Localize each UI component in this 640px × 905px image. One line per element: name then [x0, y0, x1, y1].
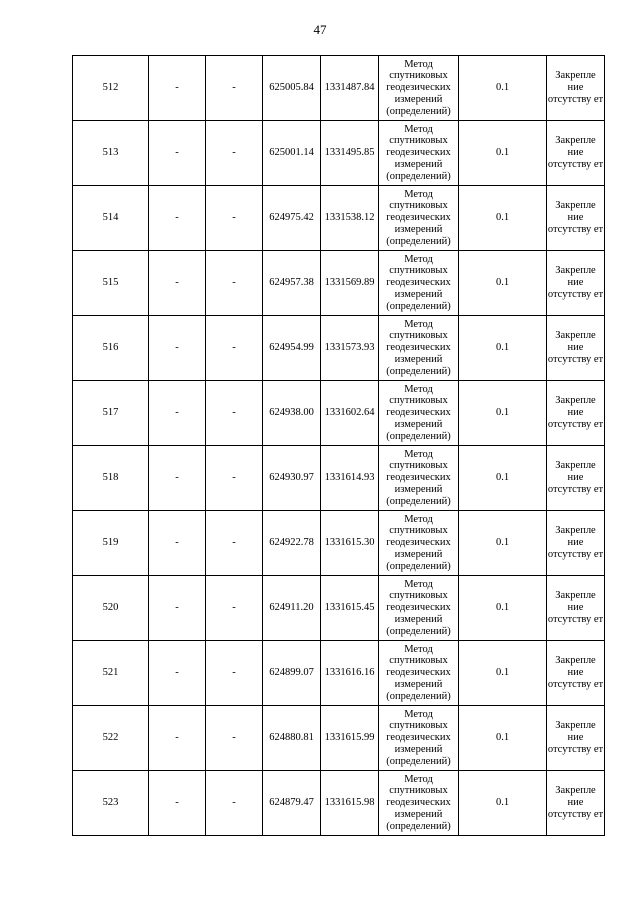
cell-dash-2: - [206, 641, 263, 706]
cell-method: Метод спутниковых геодезических измерений (определений) [379, 771, 459, 836]
cell-dash-2: - [206, 771, 263, 836]
table-row [73, 316, 605, 381]
table-row [73, 56, 605, 121]
cell-dash-2: - [206, 56, 263, 121]
cell-method: Метод спутниковых геодезических измерений (определений) [379, 381, 459, 446]
cell-coord-y: 1331615.98 [321, 771, 379, 836]
cell-dash-2: - [206, 251, 263, 316]
cell-coord-y: 1331538.12 [321, 186, 379, 251]
cell-method: Метод спутниковых геодезических измерений (определений) [379, 56, 459, 121]
cell-coord-y: 1331615.99 [321, 706, 379, 771]
cell-dash-1: - [149, 251, 206, 316]
cell-accuracy: 0.1 [459, 121, 547, 186]
cell-dash-2: - [206, 316, 263, 381]
cell-coord-y: 1331614.93 [321, 446, 379, 511]
coordinates-table [72, 55, 605, 836]
cell-point-number: 518 [73, 446, 149, 511]
cell-dash-1: - [149, 576, 206, 641]
table-row [73, 641, 605, 706]
cell-point-number: 521 [73, 641, 149, 706]
cell-method: Метод спутниковых геодезических измерений (определений) [379, 316, 459, 381]
cell-dash-1: - [149, 56, 206, 121]
cell-dash-2: - [206, 446, 263, 511]
table-row [73, 121, 605, 186]
cell-point-number: 519 [73, 511, 149, 576]
cell-accuracy: 0.1 [459, 576, 547, 641]
cell-fixing: Закрепле ние отсутству ет [547, 121, 605, 186]
table-row [73, 251, 605, 316]
cell-accuracy: 0.1 [459, 511, 547, 576]
cell-coord-y: 1331602.64 [321, 381, 379, 446]
cell-dash-1: - [149, 381, 206, 446]
table-row [73, 511, 605, 576]
cell-dash-1: - [149, 641, 206, 706]
cell-fixing: Закрепле ние отсутству ет [547, 511, 605, 576]
cell-accuracy: 0.1 [459, 316, 547, 381]
cell-fixing: Закрепле ние отсутству ет [547, 251, 605, 316]
cell-method: Метод спутниковых геодезических измерений (определений) [379, 641, 459, 706]
cell-point-number: 513 [73, 121, 149, 186]
cell-dash-2: - [206, 381, 263, 446]
cell-fixing: Закрепле ние отсутству ет [547, 56, 605, 121]
cell-coord-y: 1331573.93 [321, 316, 379, 381]
cell-point-number: 514 [73, 186, 149, 251]
cell-accuracy: 0.1 [459, 186, 547, 251]
cell-dash-1: - [149, 706, 206, 771]
cell-dash-1: - [149, 316, 206, 381]
cell-fixing: Закрепле ние отсутству ет [547, 576, 605, 641]
cell-dash-1: - [149, 511, 206, 576]
cell-coord-x: 625001.14 [263, 121, 321, 186]
cell-dash-2: - [206, 511, 263, 576]
cell-coord-x: 624954.99 [263, 316, 321, 381]
table-row [73, 706, 605, 771]
cell-method: Метод спутниковых геодезических измерений (определений) [379, 251, 459, 316]
page-number: 47 [313, 22, 327, 37]
cell-method: Метод спутниковых геодезических измерений (определений) [379, 576, 459, 641]
cell-coord-x: 624957.38 [263, 251, 321, 316]
table-row [73, 446, 605, 511]
cell-point-number: 515 [73, 251, 149, 316]
cell-coord-y: 1331615.45 [321, 576, 379, 641]
cell-dash-2: - [206, 706, 263, 771]
cell-dash-1: - [149, 446, 206, 511]
cell-coord-x: 624922.78 [263, 511, 321, 576]
cell-coord-x: 624880.81 [263, 706, 321, 771]
table-row [73, 381, 605, 446]
table-row [73, 771, 605, 836]
cell-coord-x: 625005.84 [263, 56, 321, 121]
cell-coord-x: 624930.97 [263, 446, 321, 511]
cell-dash-1: - [149, 771, 206, 836]
cell-accuracy: 0.1 [459, 706, 547, 771]
cell-fixing: Закрепле ние отсутству ет [547, 186, 605, 251]
cell-coord-x: 624975.42 [263, 186, 321, 251]
cell-method: Метод спутниковых геодезических измерений (определений) [379, 706, 459, 771]
cell-dash-1: - [149, 121, 206, 186]
cell-fixing: Закрепле ние отсутству ет [547, 381, 605, 446]
cell-dash-2: - [206, 576, 263, 641]
cell-accuracy: 0.1 [459, 641, 547, 706]
cell-coord-y: 1331487.84 [321, 56, 379, 121]
cell-method: Метод спутниковых геодезических измерений (определений) [379, 186, 459, 251]
cell-accuracy: 0.1 [459, 381, 547, 446]
cell-accuracy: 0.1 [459, 251, 547, 316]
table-row [73, 576, 605, 641]
cell-point-number: 520 [73, 576, 149, 641]
cell-point-number: 512 [73, 56, 149, 121]
cell-dash-2: - [206, 121, 263, 186]
cell-fixing: Закрепле ние отсутству ет [547, 446, 605, 511]
cell-dash-1: - [149, 186, 206, 251]
cell-point-number: 517 [73, 381, 149, 446]
cell-accuracy: 0.1 [459, 56, 547, 121]
cell-fixing: Закрепле ние отсутству ет [547, 641, 605, 706]
cell-accuracy: 0.1 [459, 446, 547, 511]
cell-coord-x: 624911.20 [263, 576, 321, 641]
cell-coord-y: 1331615.30 [321, 511, 379, 576]
cell-fixing: Закрепле ние отсутству ет [547, 706, 605, 771]
cell-coord-y: 1331569.89 [321, 251, 379, 316]
cell-dash-2: - [206, 186, 263, 251]
table-row [73, 186, 605, 251]
cell-coord-x: 624938.00 [263, 381, 321, 446]
cell-method: Метод спутниковых геодезических измерений (определений) [379, 446, 459, 511]
cell-fixing: Закрепле ние отсутству ет [547, 771, 605, 836]
cell-method: Метод спутниковых геодезических измерений (определений) [379, 511, 459, 576]
cell-method: Метод спутниковых геодезических измерений (определений) [379, 121, 459, 186]
cell-accuracy: 0.1 [459, 771, 547, 836]
cell-fixing: Закрепле ние отсутству ет [547, 316, 605, 381]
cell-coord-y: 1331495.85 [321, 121, 379, 186]
cell-point-number: 516 [73, 316, 149, 381]
cell-point-number: 523 [73, 771, 149, 836]
cell-coord-x: 624879.47 [263, 771, 321, 836]
cell-point-number: 522 [73, 706, 149, 771]
cell-coord-y: 1331616.16 [321, 641, 379, 706]
cell-coord-x: 624899.07 [263, 641, 321, 706]
